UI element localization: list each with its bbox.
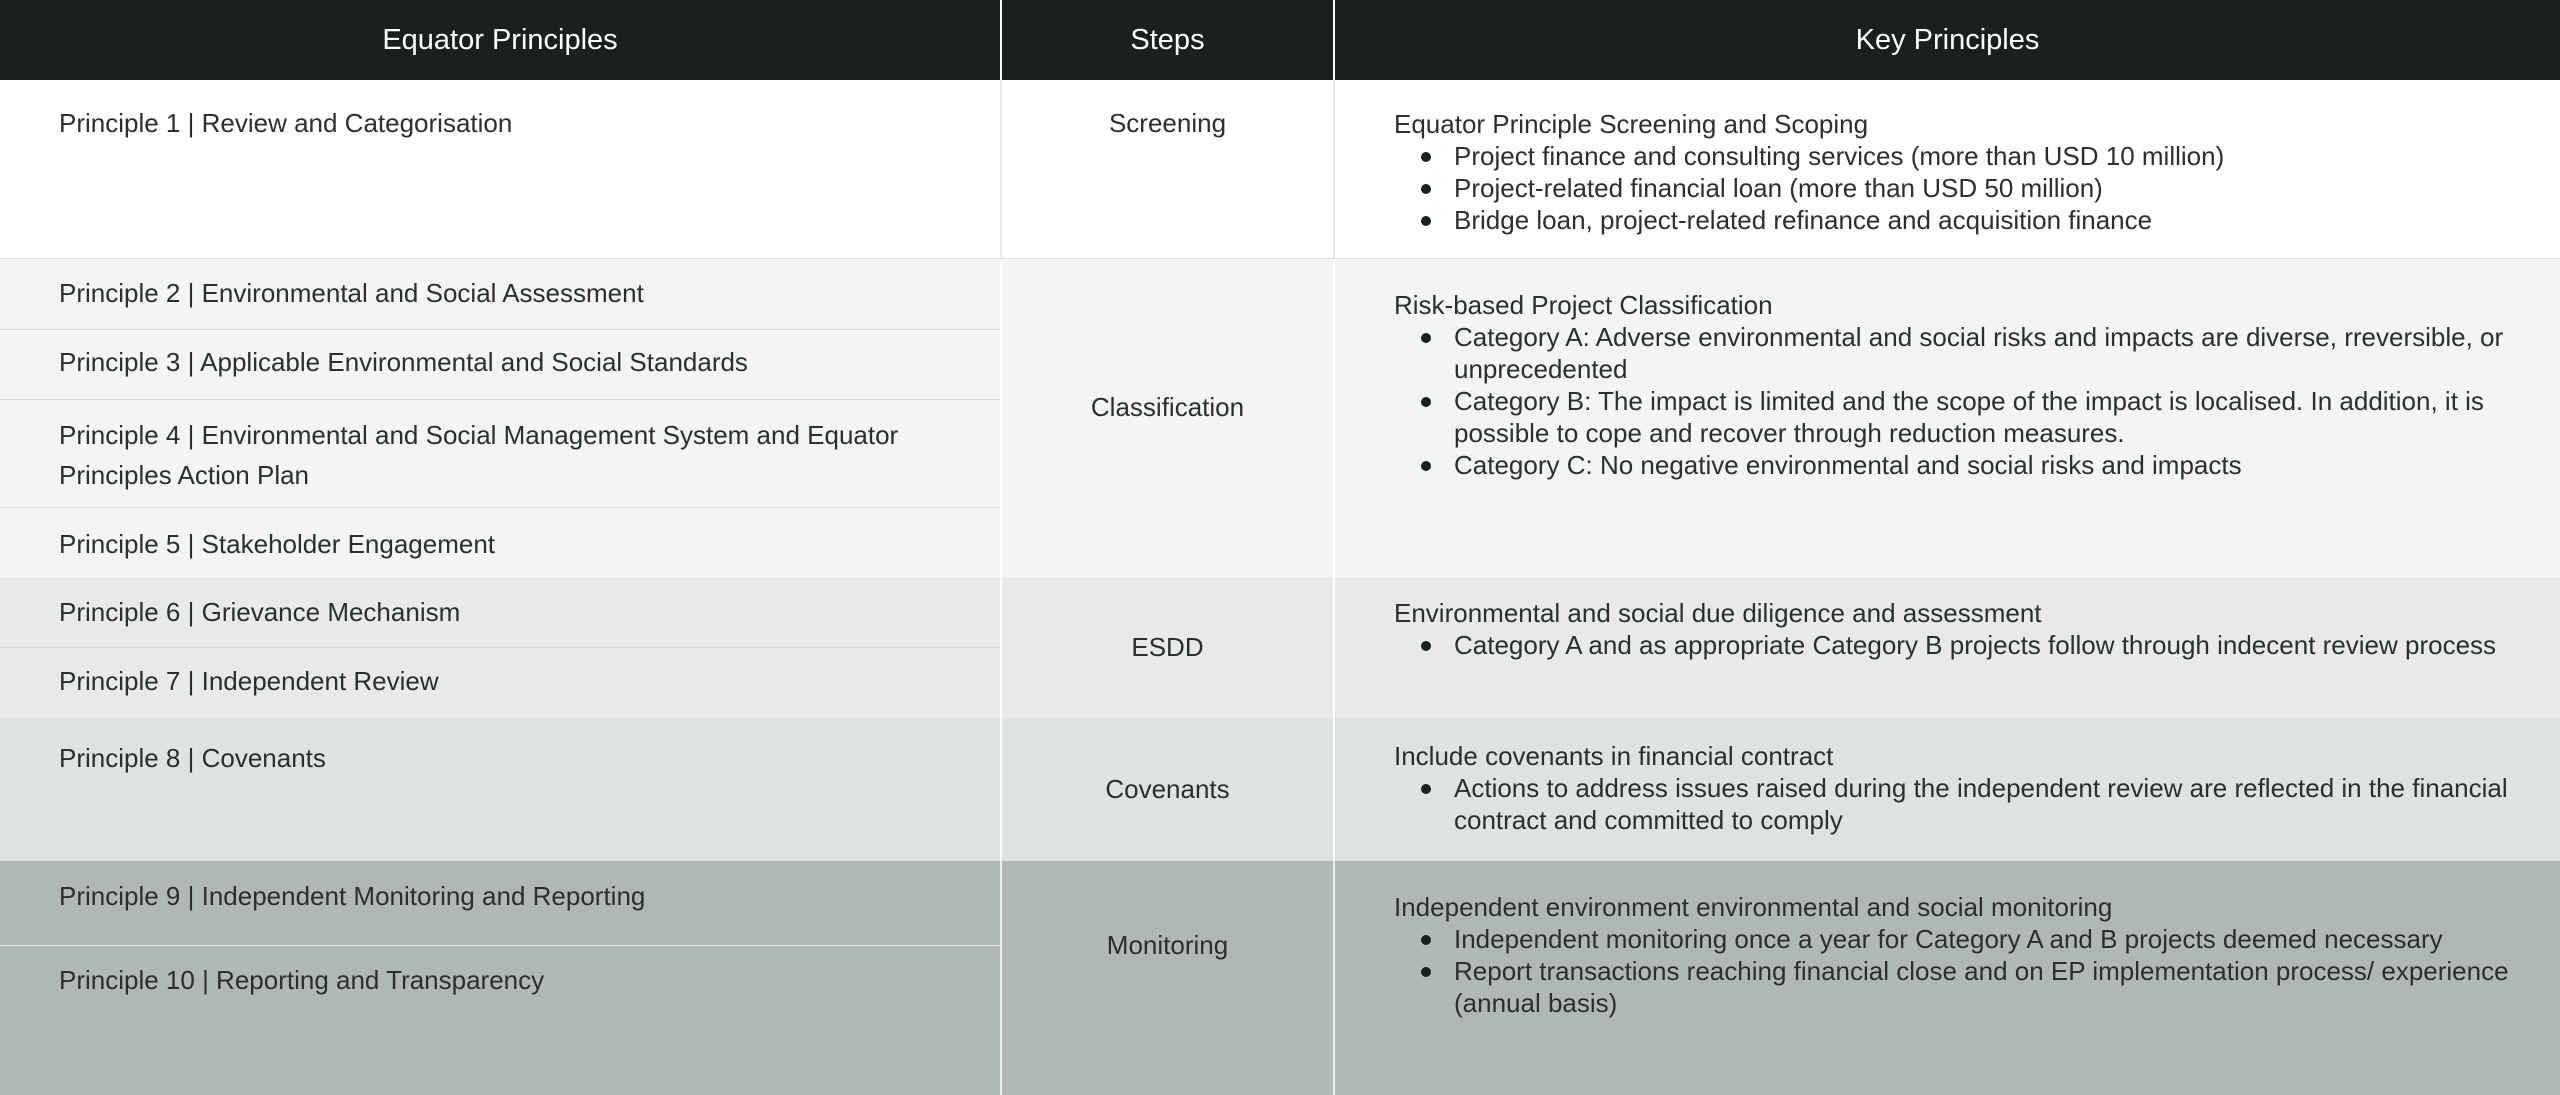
key-principles-screening — [1394, 108, 2534, 236]
principle-6: Principle 6 | Grievance Mechanism — [59, 597, 461, 627]
list-item: Report transactions reaching financial close and on EP implementation process/ experience (annual basis) — [1394, 955, 2524, 1019]
list-item: Category B: The impact is limited and the scope of the impact is localised. In addition, it is possible to cope and recover through reduction measures. — [1394, 385, 2504, 449]
list-item: Category C: No negative environmental and social risks and impacts — [1394, 449, 2504, 481]
table-header — [0, 0, 2560, 80]
bullet-list — [1394, 772, 2524, 836]
step-covenants: Covenants — [1105, 774, 1230, 804]
bullet-icon — [1421, 152, 1431, 162]
list-item: Independent monitoring once a year for Category A and B projects deemed necessary — [1394, 923, 2524, 955]
list-item: Actions to address issues raised during the independent review are reflected in the financial contract and committed to comply — [1394, 772, 2524, 836]
bullet-icon — [1421, 967, 1431, 977]
bullet-list — [1394, 321, 2504, 481]
list-item: Project-related financial loan (more than USD 50 million) — [1394, 172, 2534, 204]
principle-7: Principle 7 | Independent Review — [59, 666, 439, 696]
list-item: Category A and as appropriate Category B projects follow through indecent review process — [1394, 629, 2504, 661]
bullet-icon — [1421, 333, 1431, 343]
row-divider — [0, 507, 1000, 508]
row-divider — [0, 647, 1000, 648]
key-title: Environmental and social due diligence and assessment — [1394, 598, 2042, 628]
header-steps: Steps — [1130, 23, 1205, 56]
key-principles-esdd — [1394, 597, 2504, 661]
bullet-icon — [1421, 184, 1431, 194]
key-title: Include covenants in financial contract — [1394, 741, 1834, 771]
bullet-icon — [1421, 397, 1431, 407]
group-covenants — [0, 718, 2560, 861]
row-divider — [0, 945, 1000, 946]
bullet-list — [1394, 923, 2524, 1019]
key-principles-monitoring — [1394, 891, 2524, 1019]
bullet-icon — [1421, 461, 1431, 471]
step-monitoring: Monitoring — [1106, 929, 1229, 960]
principle-1: Principle 1 | Review and Categorisation — [59, 108, 513, 138]
key-title: Risk-based Project Classification — [1394, 290, 1773, 320]
list-item: Category A: Adverse environmental and social risks and impacts are diverse, rreversible, or unprecedented — [1394, 321, 2504, 385]
header-key-principles: Key Principles — [1855, 23, 2040, 56]
row-divider — [0, 399, 1000, 400]
group-classification — [0, 258, 2560, 577]
group-monitoring — [0, 861, 2560, 1095]
header-equator-principles: Equator Principles — [382, 23, 618, 56]
principle-5: Principle 5 | Stakeholder Engagement — [59, 529, 496, 559]
principle-8: Principle 8 | Covenants — [59, 743, 326, 773]
principle-10: Principle 10 | Reporting and Transparency — [59, 965, 545, 995]
bullet-icon — [1421, 935, 1431, 945]
key-title: Independent environment environmental and social monitoring — [1394, 892, 2113, 922]
principle-2: Principle 2 | Environmental and Social Assessment — [59, 278, 644, 308]
group-screening — [0, 80, 2560, 258]
bullet-list — [1394, 140, 2534, 236]
list-item: Bridge loan, project-related refinance and acquisition finance — [1394, 204, 2534, 236]
bullet-icon — [1421, 784, 1431, 794]
key-principles-classification — [1394, 289, 2504, 481]
key-principles-covenants — [1394, 740, 2524, 836]
step-screening: Screening — [1108, 108, 1227, 138]
group-esdd — [0, 577, 2560, 718]
list-item: Project finance and consulting services (more than USD 10 million) — [1394, 140, 2534, 172]
bullet-icon — [1421, 216, 1431, 226]
bullet-icon — [1421, 641, 1431, 651]
principle-3: Principle 3 | Applicable Environmental and Social Standards — [59, 347, 748, 377]
step-classification: Classification — [1090, 391, 1245, 422]
step-esdd: ESDD — [1131, 632, 1204, 662]
principle-9: Principle 9 | Independent Monitoring and Reporting — [59, 881, 646, 911]
bullet-list — [1394, 629, 2504, 661]
principle-4: Principle 4 | Environmental and Social Management System and Equator Principles Action Plan — [59, 420, 899, 490]
key-title: Equator Principle Screening and Scoping — [1394, 109, 1869, 139]
row-divider — [0, 329, 1000, 330]
